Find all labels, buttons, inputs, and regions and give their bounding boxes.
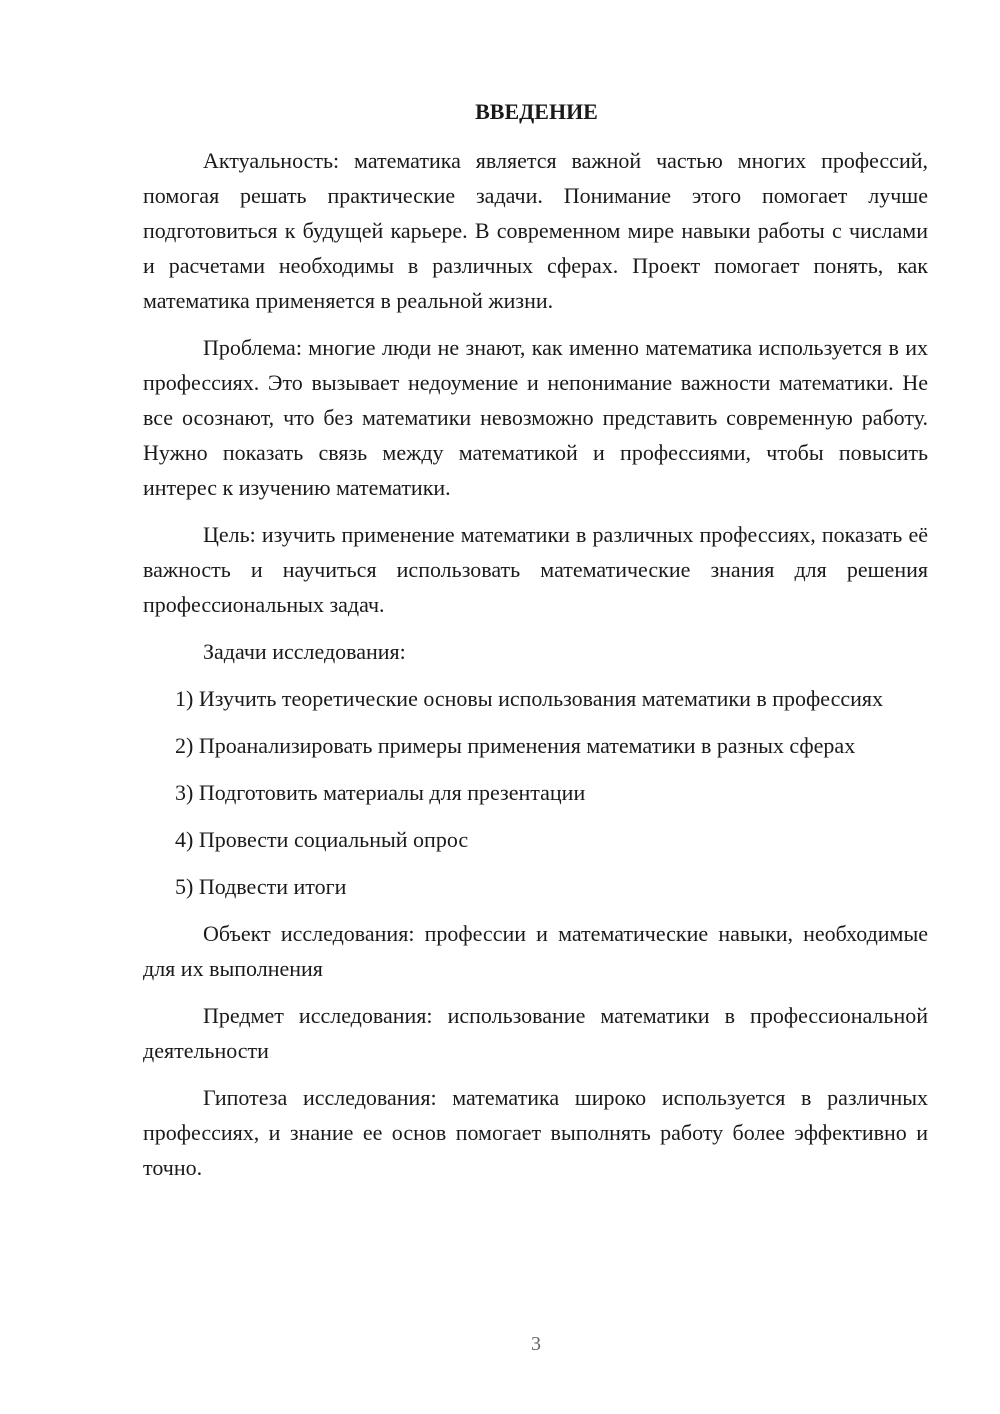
tasks-title: Задачи исследования: — [203, 639, 406, 664]
subject-paragraph: Предмет исследования: использование математики в профессиональной деятельности — [143, 1003, 928, 1063]
task-item-1: 1) Изучить теоретические основы использования математики в профессиях — [175, 686, 884, 711]
document-body — [143, 94, 928, 1197]
page-number: 3 — [531, 1333, 541, 1355]
object-paragraph: Объект исследования: профессии и математические навыки, необходимые для их выполнения — [143, 921, 928, 981]
section-heading: ВВЕДЕНИЕ — [475, 99, 598, 124]
task-item-4: 4) Провести социальный опрос — [175, 827, 469, 852]
relevance-paragraph: Актуальность: математика является важной частью многих профессий, помогая решать практические задачи. Понимание этого помогает лучше подготовиться к будущей карьере. В современном мире навыки работы с числами и расчетами необходимы в различных сферах. Проект помогает понять, как математика применяется в реальной жизни. — [143, 148, 928, 313]
task-item-5: 5) Подвести итоги — [175, 874, 347, 899]
problem-paragraph: Проблема: многие люди не знают, как именно математика используется в их профессиях. Это вызывает недоумение и непонимание важности математики. Не все осознают, что без математики невозможно представить современную работу. Нужно показать связь между математикой и профессиями, чтобы повысить интерес к изучению математики. — [143, 335, 928, 500]
hypothesis-paragraph: Гипотеза исследования: математика широко используется в различных профессиях, и знание ее основ помогает выполнять работу более эффективно и точно. — [143, 1085, 928, 1180]
goal-paragraph: Цель: изучить применение математики в различных профессиях, показать её важность и научиться использовать математические знания для решения профессиональных задач. — [143, 522, 928, 617]
task-item-2: 2) Проанализировать примеры применения математики в разных сферах — [175, 733, 856, 758]
task-item-3: 3) Подготовить материалы для презентации — [175, 780, 586, 805]
